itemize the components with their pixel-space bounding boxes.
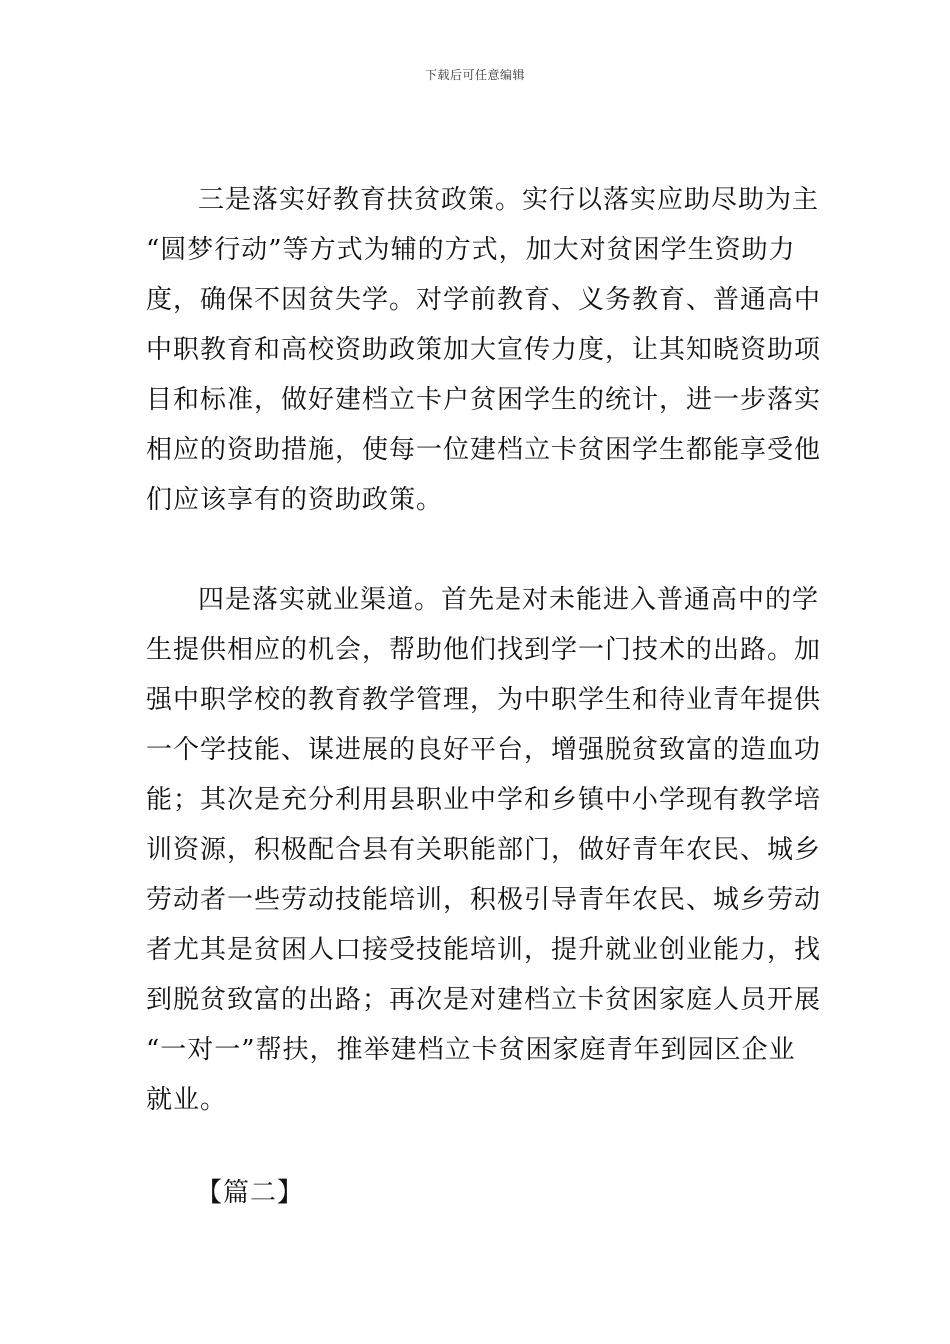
- paragraph-line: 相应的资助措施，使每一位建档立卡贫困学生都能享受他: [146, 435, 822, 465]
- paragraph-line: 三是落实好教育扶贫政策。实行以落实应助尽助为主: [198, 185, 820, 215]
- paragraph-line: 到脱贫致富的出路；再次是对建档立卡贫困家庭人员开展: [146, 985, 822, 1015]
- paragraph-line: “一对一”帮扶，推举建档立卡贫困家庭青年到园区企业: [146, 1035, 796, 1065]
- paragraph-line: 生提供相应的机会，帮助他们找到学一门技术的出路。加: [146, 635, 822, 665]
- header-note: 下载后可任意编辑: [424, 68, 525, 82]
- paragraph-line: 中职教育和高校资助政策加大宣传力度，让其知晓资助项: [146, 335, 822, 365]
- paragraph-line: 度，确保不因贫失学。对学前教育、义务教育、普通高中: [146, 285, 822, 315]
- paragraph-line: 目和标准，做好建档立卡户贫困学生的统计，进一步落实: [146, 385, 822, 415]
- paragraph-line: 训资源，积极配合县有关职能部门，做好青年农民、城乡: [146, 835, 822, 865]
- section-heading: 【篇二】: [196, 1178, 305, 1208]
- paragraph-line: 四是落实就业渠道。首先是对未能进入普通高中的学: [198, 585, 820, 615]
- paragraph-line: 一个学技能、谋进展的良好平台，增强脱贫致富的造血功: [146, 735, 822, 765]
- paragraph-employment-channels: [146, 575, 822, 1125]
- paragraph-line: 们应该享有的资助政策。: [146, 485, 444, 515]
- paragraph-line: 强中职学校的教育教学管理，为中职学生和待业青年提供: [146, 685, 822, 715]
- paragraph-line: “圆梦行动”等方式为辅的方式，加大对贫困学生资助力: [146, 235, 796, 265]
- paragraph-education-policy: [146, 175, 822, 525]
- paragraph-line: 劳动者一些劳动技能培训，积极引导青年农民、城乡劳动: [146, 885, 822, 915]
- paragraph-line: 能；其次是充分利用县职业中学和乡镇中小学现有教学培: [146, 785, 822, 815]
- paragraph-line: 就业。: [146, 1085, 228, 1115]
- paragraph-line: 者尤其是贫困人口接受技能培训，提升就业创业能力，找: [146, 935, 822, 965]
